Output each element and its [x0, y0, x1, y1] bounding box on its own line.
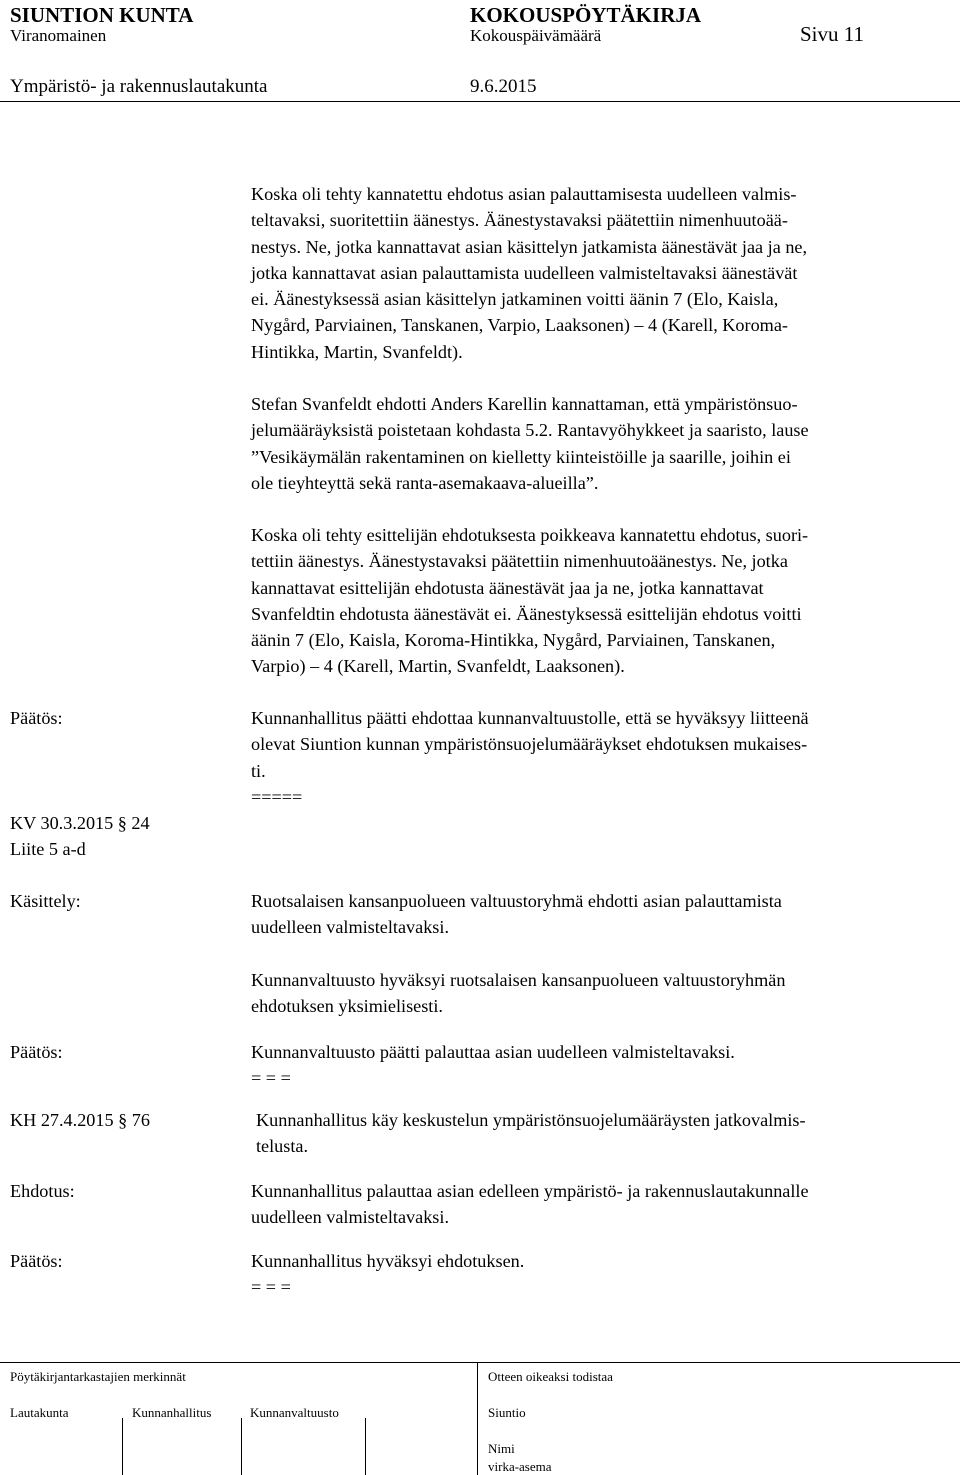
meeting-date: 9.6.2015 — [470, 76, 537, 97]
paragraph-proposal — [251, 391, 951, 496]
footer-position: virka-asema — [488, 1459, 552, 1474]
text-line: uudelleen valmisteltavaksi. — [251, 917, 449, 938]
kh-reference: KH 27.4.2015 § 76 — [10, 1110, 150, 1130]
text-line: uudelleen valmisteltavaksi. — [251, 1207, 449, 1228]
kh-text — [256, 1107, 956, 1160]
authority-name: Ympäristö- ja rakennuslautakunta — [10, 76, 268, 97]
text-line: ===== — [251, 786, 303, 807]
text-line: Varpio) – 4 (Karell, Martin, Svanfeldt, Laaksonen). — [251, 656, 625, 677]
text-line: Kunnanhallitus päätti ehdottaa kunnanvaltuustolle, että se hyväksyy liitteenä — [251, 708, 809, 728]
decision-text-3 — [251, 1248, 951, 1301]
proposal-text — [251, 1178, 951, 1231]
paragraph-vote-1 — [251, 181, 951, 365]
footer-col-kunnanvaltuusto: Kunnanvaltuusto — [250, 1405, 339, 1420]
footer-place: Siuntio — [488, 1405, 526, 1420]
text-line: ole tieyhteyttä sekä ranta-asemakaava-alueilla”. — [251, 472, 599, 493]
footer-col-kunnanhallitus: Kunnanhallitus — [132, 1405, 212, 1420]
date-label: Kokouspäivämäärä — [470, 26, 602, 45]
footer-left-title: Pöytäkirjantarkastajien merkinnät — [10, 1369, 186, 1384]
handling-label: Käsittely: — [10, 891, 81, 911]
decision-text — [251, 705, 951, 810]
text-line: äänin 7 (Elo, Kaisla, Koroma-Hintikka, Nygård, Parviainen, Tanskanen, — [251, 630, 776, 651]
text-line: olevat Siuntion kunnan ympäristönsuojelumääräykset ehdotuksen mukaises- — [251, 734, 808, 755]
header-rule — [0, 101, 960, 102]
page-number: Sivu 11 — [800, 22, 864, 46]
decision-text-2 — [251, 1039, 951, 1092]
text-line: ei. Äänestyksessä asian käsittelyn jatkaminen voitti äänin 7 (Elo, Kaisla, — [251, 289, 779, 310]
footer-col-lautakunta: Lautakunta — [10, 1405, 69, 1420]
text-line: jotka kannattavat asian palauttamista uudelleen valmisteltavaksi äänestävät — [251, 262, 798, 283]
text-line: jelumääräyksistä poistetaan kohdasta 5.2. Rantavyöhykkeet ja saaristo, lause — [251, 420, 809, 441]
text-line: Svanfeldtin ehdotusta äänestävät ei. Äänestyksessä esittelijän ehdotus voitti — [251, 603, 802, 624]
footer-divider — [241, 1418, 242, 1475]
text-line: = = = — [251, 1068, 291, 1089]
footer-right-title: Otteen oikeaksi todistaa — [488, 1369, 613, 1384]
footer — [0, 1362, 960, 1475]
text-line: Nygård, Parviainen, Tanskanen, Varpio, Laaksonen) – 4 (Karell, Koroma- — [251, 315, 788, 336]
text-line: Kunnanhallitus hyväksyi ehdotuksen. — [251, 1251, 525, 1271]
paragraph-vote-2 — [251, 522, 951, 680]
handling-text — [251, 888, 951, 941]
text-line: tettiin äänestys. Äänestystavaksi päätettiin nimenhuutoäänestys. Ne, jotka — [251, 551, 788, 572]
kv-reference: KV 30.3.2015 § 24 — [10, 813, 150, 833]
text-line: Hintikka, Martin, Svanfeldt). — [251, 341, 463, 362]
footer-divider — [477, 1362, 478, 1475]
attachment-reference: Liite 5 a-d — [10, 839, 86, 859]
handling-text-2 — [251, 967, 951, 1020]
text-line: ehdotuksen yksimielisesti. — [251, 996, 443, 1017]
text-line: teltavaksi, suoritettiin äänestys. Äänestystavaksi päätettiin nimenhuutoää- — [251, 210, 788, 231]
text-line: ti. — [251, 760, 266, 781]
footer-top-rule — [0, 1362, 960, 1363]
text-line: Stefan Svanfeldt ehdotti Anders Karellin kannattaman, että ympäristönsuo- — [251, 394, 798, 414]
text-line: nestys. Ne, jotka kannattavat asian käsittelyn jatkamista äänestävät jaa ja ne, — [251, 236, 808, 257]
document-type: KOKOUSPÖYTÄKIRJA — [470, 3, 702, 27]
footer-divider — [122, 1418, 123, 1475]
text-line: Kunnanvaltuusto hyväksyi ruotsalaisen kansanpuolueen valtuustoryhmän — [251, 970, 786, 990]
text-line: = = = — [251, 1277, 291, 1298]
text-line: Kunnanhallitus palauttaa asian edelleen ympäristö- ja rakennuslautakunnalle — [251, 1181, 809, 1201]
text-line: Kunnanhallitus käy keskustelun ympäristönsuojelumääräysten jatkovalmis- — [256, 1110, 806, 1130]
org-name: SIUNTION KUNTA — [10, 3, 194, 27]
footer-name: Nimi — [488, 1441, 515, 1456]
footer-divider — [365, 1418, 366, 1475]
text-line: Koska oli tehty kannatettu ehdotus asian palauttamisesta uudelleen valmis- — [251, 184, 797, 204]
text-line: kannattavat esittelijän ehdotusta äänestävät jaa ja ne, jotka kannattavat — [251, 577, 764, 598]
decision-label: Päätös: — [10, 1042, 63, 1062]
text-line: Koska oli tehty esittelijän ehdotuksesta poikkeava kannatettu ehdotus, suori- — [251, 525, 809, 545]
proposal-label: Ehdotus: — [10, 1181, 75, 1201]
decision-label: Päätös: — [10, 1251, 63, 1271]
decision-label: Päätös: — [10, 708, 63, 728]
text-line: telusta. — [256, 1136, 309, 1157]
text-line: Kunnanvaltuusto päätti palauttaa asian uudelleen valmisteltavaksi. — [251, 1042, 735, 1062]
text-line: ”Vesikäymälän rakentaminen on kielletty kiinteistöille ja saarille, joihin ei — [251, 446, 791, 467]
text-line: Ruotsalaisen kansanpuolueen valtuustoryhmä ehdotti asian palauttamista — [251, 891, 782, 911]
authority-label: Viranomainen — [10, 26, 107, 45]
